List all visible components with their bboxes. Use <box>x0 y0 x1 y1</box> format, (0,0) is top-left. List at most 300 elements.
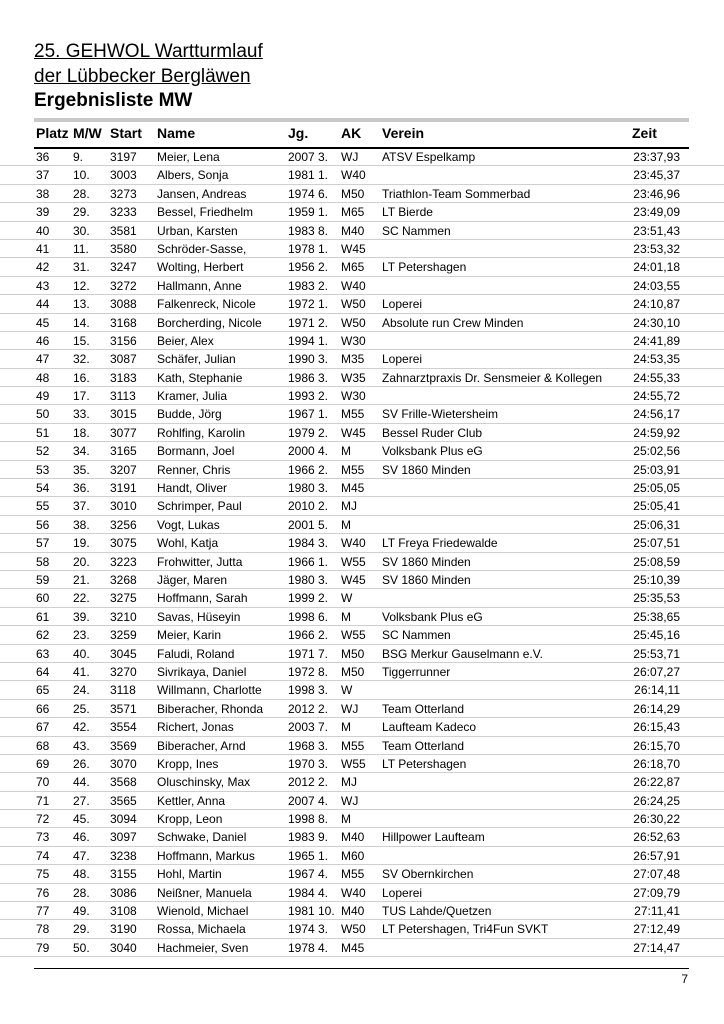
cell-start-number: 3569 <box>110 738 137 753</box>
cell-ak-rank: 8. <box>318 664 329 679</box>
cell-age-class: M40 <box>341 223 365 238</box>
table-row <box>0 553 724 571</box>
cell-platz: 52 <box>36 444 50 459</box>
cell-mw-rank: 38. <box>73 517 90 532</box>
cell-platz: 40 <box>36 223 50 238</box>
cell-birth-year: 1983 <box>288 278 315 293</box>
cell-ak-rank: 3. <box>318 683 329 698</box>
cell-ak-rank: 7. <box>318 720 329 735</box>
cell-club: Hillpower Laufteam <box>382 830 485 845</box>
cell-name: Sivrikaya, Daniel <box>157 664 247 679</box>
table-row <box>0 939 724 957</box>
cell-start-number: 3247 <box>110 260 137 275</box>
table-row <box>0 166 724 184</box>
table-row <box>0 902 724 920</box>
cell-platz: 49 <box>36 389 50 404</box>
cell-platz: 56 <box>36 517 50 532</box>
cell-time: 27:07,48 <box>633 867 680 882</box>
cell-age-class: W45 <box>341 241 366 256</box>
cell-birth-year: 2003 <box>288 720 315 735</box>
cell-time: 26:30,22 <box>633 812 680 827</box>
cell-mw-rank: 18. <box>73 425 90 440</box>
table-header <box>0 125 724 145</box>
cell-platz: 39 <box>36 205 50 220</box>
cell-start-number: 3268 <box>110 572 137 587</box>
cell-time: 23:53,32 <box>633 241 680 256</box>
cell-platz: 47 <box>36 352 50 367</box>
table-row <box>0 387 724 405</box>
cell-mw-rank: 28. <box>73 186 90 201</box>
cell-time: 24:59,92 <box>633 425 680 440</box>
cell-time: 26:14,11 <box>634 683 680 698</box>
cell-ak-rank: 2. <box>318 389 329 404</box>
cell-ak-rank: 2. <box>318 775 329 790</box>
cell-birth-year: 1998 <box>288 683 315 698</box>
cell-name: Hoffmann, Markus <box>157 848 255 863</box>
cell-birth-year: 2000 <box>288 444 315 459</box>
cell-mw-rank: 31. <box>73 260 90 275</box>
table-row <box>0 405 724 423</box>
cell-time: 26:22,87 <box>633 775 680 790</box>
cell-club: Laufteam Kadeco <box>382 720 477 735</box>
table-row <box>0 663 724 681</box>
cell-age-class: W50 <box>341 922 366 937</box>
cell-age-class: WJ <box>341 150 359 164</box>
cell-start-number: 3156 <box>110 333 137 348</box>
cell-start-number: 3040 <box>110 940 137 955</box>
cell-birth-year: 1998 <box>288 812 315 827</box>
cell-name: Bessel, Friedhelm <box>157 205 254 220</box>
cell-name: Meier, Lena <box>157 150 220 164</box>
cell-start-number: 3087 <box>110 352 137 367</box>
cell-age-class: M50 <box>341 664 365 679</box>
cell-mw-rank: 27. <box>73 793 90 808</box>
cell-club: Loperei <box>382 885 423 900</box>
cell-club: TUS Lahde/Quetzen <box>382 904 492 919</box>
cell-time: 24:01,18 <box>633 260 680 275</box>
cell-start-number: 3210 <box>110 609 137 624</box>
col-header-mw: M/W <box>73 125 102 141</box>
cell-platz: 64 <box>36 664 50 679</box>
table-row <box>0 718 724 736</box>
cell-time: 25:05,41 <box>633 499 680 514</box>
cell-age-class: W45 <box>341 425 366 440</box>
cell-time: 26:07,27 <box>633 664 680 679</box>
cell-mw-rank: 9. <box>73 150 84 164</box>
cell-club: LT Petershagen, Tri4Fun SVKT <box>382 922 549 937</box>
cell-mw-rank: 43. <box>73 738 90 753</box>
cell-name: Wienold, Michael <box>157 904 249 919</box>
col-header-jg: Jg. <box>288 125 309 141</box>
cell-name: Hohl, Martin <box>157 867 222 882</box>
cell-name: Schwake, Daniel <box>157 830 247 845</box>
cell-time: 24:55,72 <box>633 389 680 404</box>
cell-platz: 66 <box>36 701 50 716</box>
cell-start-number: 3272 <box>110 278 137 293</box>
cell-club: SV 1860 Minden <box>382 462 471 477</box>
cell-club: Bessel Ruder Club <box>382 425 483 440</box>
cell-time: 25:53,71 <box>633 646 680 661</box>
cell-start-number: 3070 <box>110 756 137 771</box>
table-row <box>0 700 724 718</box>
cell-start-number: 3088 <box>110 297 137 312</box>
table-row <box>0 755 724 773</box>
cell-time: 24:55,33 <box>633 370 680 385</box>
table-row <box>0 828 724 846</box>
cell-mw-rank: 17. <box>73 389 90 404</box>
cell-start-number: 3183 <box>110 370 137 385</box>
cell-time: 27:14,47 <box>633 940 680 955</box>
cell-name: Oluschinsky, Max <box>157 775 251 790</box>
cell-ak-rank: 5. <box>318 517 329 532</box>
cell-platz: 42 <box>36 260 50 275</box>
cell-time: 25:05,05 <box>633 481 680 496</box>
cell-ak-rank: 3. <box>318 352 329 367</box>
cell-name: Borcherding, Nicole <box>157 315 262 330</box>
cell-platz: 61 <box>36 609 50 624</box>
cell-name: Urban, Karsten <box>157 223 238 238</box>
cell-mw-rank: 48. <box>73 867 90 882</box>
cell-name: Jansen, Andreas <box>157 186 247 201</box>
cell-birth-year: 1965 <box>288 848 315 863</box>
cell-name: Kramer, Julia <box>157 389 228 404</box>
cell-start-number: 3207 <box>110 462 137 477</box>
cell-name: Falkenreck, Nicole <box>157 297 256 312</box>
cell-mw-rank: 42. <box>73 720 90 735</box>
table-row <box>0 461 724 479</box>
cell-club: ATSV Espelkamp <box>382 150 476 164</box>
cell-ak-rank: 1. <box>318 168 329 183</box>
cell-ak-rank: 3. <box>318 756 329 771</box>
cell-age-class: W40 <box>341 168 366 183</box>
cell-start-number: 3259 <box>110 628 137 643</box>
cell-age-class: M50 <box>341 186 365 201</box>
cell-mw-rank: 36. <box>73 481 90 496</box>
cell-platz: 48 <box>36 370 50 385</box>
cell-name: Albers, Sonja <box>157 168 229 183</box>
cell-name: Rohlfing, Karolin <box>157 425 246 440</box>
cell-age-class: W55 <box>341 756 366 771</box>
table-row <box>0 314 724 332</box>
table-row <box>0 608 724 626</box>
cell-name: Biberacher, Arnd <box>157 738 246 753</box>
list-title: Ergebnisliste MW <box>34 90 193 111</box>
cell-mw-rank: 14. <box>73 315 90 330</box>
cell-start-number: 3568 <box>110 775 137 790</box>
cell-age-class: M55 <box>341 462 365 477</box>
cell-mw-rank: 10. <box>73 168 90 183</box>
cell-club: Tiggerrunner <box>382 664 451 679</box>
cell-platz: 72 <box>36 812 50 827</box>
cell-ak-rank: 3. <box>318 536 329 551</box>
table-row <box>0 534 724 552</box>
cell-age-class: M45 <box>341 481 365 496</box>
col-header-ak: AK <box>341 125 362 141</box>
table-row <box>0 203 724 221</box>
cell-mw-rank: 46. <box>73 830 90 845</box>
cell-birth-year: 2007 <box>288 793 315 808</box>
cell-time: 23:45,37 <box>633 168 680 183</box>
col-header-platz: Platz <box>36 125 69 141</box>
cell-platz: 68 <box>36 738 50 753</box>
cell-mw-rank: 29. <box>73 922 90 937</box>
cell-platz: 76 <box>36 885 50 900</box>
cell-time: 27:09,79 <box>633 885 680 900</box>
cell-time: 26:15,43 <box>633 720 680 735</box>
cell-name: Wohl, Katja <box>157 536 219 551</box>
cell-platz: 73 <box>36 830 50 845</box>
cell-age-class: W30 <box>341 333 366 348</box>
col-header-start: Start <box>110 125 142 141</box>
cell-time: 25:07,51 <box>633 536 680 551</box>
cell-ak-rank: 4. <box>318 444 329 459</box>
cell-mw-rank: 16. <box>73 370 90 385</box>
cell-time: 26:52,63 <box>633 830 680 845</box>
cell-club: LT Freya Friedewalde <box>382 536 498 551</box>
cell-age-class: M60 <box>341 848 365 863</box>
cell-ak-rank: 2. <box>318 701 329 716</box>
cell-name: Faludi, Roland <box>157 646 235 661</box>
cell-mw-rank: 29. <box>73 205 90 220</box>
cell-name: Savas, Hüseyin <box>157 609 241 624</box>
cell-age-class: W40 <box>341 885 366 900</box>
cell-ak-rank: 2. <box>318 425 329 440</box>
table-row <box>0 773 724 791</box>
cell-start-number: 3108 <box>110 904 137 919</box>
page-number: 7 <box>681 972 688 986</box>
table-row <box>0 350 724 368</box>
cell-ak-rank: 1. <box>318 407 329 422</box>
cell-birth-year: 1981 <box>288 168 315 183</box>
table-row <box>0 645 724 663</box>
cell-birth-year: 1966 <box>288 628 315 643</box>
cell-platz: 54 <box>36 481 50 496</box>
cell-platz: 58 <box>36 554 50 569</box>
cell-age-class: M40 <box>341 830 365 845</box>
cell-start-number: 3118 <box>110 683 136 698</box>
cell-start-number: 3045 <box>110 646 137 661</box>
table-row <box>0 424 724 442</box>
cell-birth-year: 1978 <box>288 940 315 955</box>
cell-birth-year: 1984 <box>288 885 315 900</box>
cell-birth-year: 1980 <box>288 572 315 587</box>
cell-name: Bormann, Joel <box>157 444 235 459</box>
cell-start-number: 3275 <box>110 591 137 606</box>
cell-platz: 78 <box>36 922 50 937</box>
cell-name: Meier, Karin <box>157 628 222 643</box>
cell-ak-rank: 4. <box>318 867 329 882</box>
cell-mw-rank: 23. <box>73 628 90 643</box>
cell-club: LT Petershagen <box>382 756 467 771</box>
cell-age-class: W35 <box>341 370 366 385</box>
cell-name: Schröder-Sasse, <box>157 241 247 256</box>
cell-birth-year: 1999 <box>288 591 315 606</box>
cell-platz: 67 <box>36 720 50 735</box>
cell-ak-rank: 3. <box>318 922 329 937</box>
cell-club: Volksbank Plus eG <box>382 444 483 459</box>
cell-age-class: M65 <box>341 260 365 275</box>
cell-birth-year: 1998 <box>288 609 315 624</box>
cell-club: LT Petershagen <box>382 260 467 275</box>
cell-birth-year: 1959 <box>288 205 315 220</box>
cell-age-class: W <box>341 591 353 606</box>
cell-name: Neißner, Manuela <box>157 885 252 900</box>
cell-club: Loperei <box>382 297 423 312</box>
cell-start-number: 3075 <box>110 536 137 551</box>
cell-ak-rank: 3. <box>318 481 329 496</box>
cell-birth-year: 1981 <box>288 904 315 919</box>
cell-platz: 77 <box>36 904 50 919</box>
cell-mw-rank: 24. <box>73 683 90 698</box>
cell-platz: 53 <box>36 462 50 477</box>
cell-start-number: 3094 <box>110 812 137 827</box>
cell-birth-year: 1979 <box>288 425 315 440</box>
cell-time: 26:18,70 <box>633 756 680 771</box>
cell-start-number: 3015 <box>110 407 137 422</box>
cell-ak-rank: 9. <box>318 830 329 845</box>
cell-ak-rank: 2. <box>318 628 329 643</box>
table-row <box>0 626 724 644</box>
cell-ak-rank: 2. <box>318 278 329 293</box>
cell-club: SC Nammen <box>382 628 451 643</box>
cell-mw-rank: 19. <box>73 536 90 551</box>
cell-club: SV 1860 Minden <box>382 572 471 587</box>
cell-platz: 36 <box>36 150 50 164</box>
cell-platz: 50 <box>36 407 50 422</box>
cell-birth-year: 2010 <box>288 499 315 514</box>
cell-platz: 63 <box>36 646 50 661</box>
cell-mw-rank: 47. <box>73 848 90 863</box>
cell-time: 25:38,65 <box>633 609 680 624</box>
cell-start-number: 3113 <box>110 389 136 404</box>
cell-mw-rank: 13. <box>73 297 90 312</box>
cell-age-class: W30 <box>341 389 366 404</box>
cell-age-class: W50 <box>341 315 366 330</box>
cell-time: 25:06,31 <box>633 517 680 532</box>
cell-age-class: M45 <box>341 940 365 955</box>
cell-platz: 44 <box>36 297 50 312</box>
cell-platz: 71 <box>36 793 50 808</box>
cell-mw-rank: 40. <box>73 646 90 661</box>
cell-platz: 37 <box>36 168 50 183</box>
cell-birth-year: 2007 <box>288 150 315 164</box>
cell-ak-rank: 4. <box>318 940 329 955</box>
cell-birth-year: 2001 <box>288 517 315 532</box>
cell-platz: 38 <box>36 186 50 201</box>
cell-ak-rank: 1. <box>318 333 329 348</box>
cell-start-number: 3233 <box>110 205 137 220</box>
cell-club: Volksbank Plus eG <box>382 609 483 624</box>
cell-name: Biberacher, Rhonda <box>157 701 264 716</box>
cell-age-class: W40 <box>341 278 366 293</box>
col-header-name: Name <box>157 125 196 141</box>
cell-mw-rank: 12. <box>73 278 90 293</box>
cell-time: 24:41,89 <box>633 333 680 348</box>
cell-time: 25:45,16 <box>633 628 680 643</box>
cell-ak-rank: 4. <box>318 885 329 900</box>
cell-ak-rank: 7. <box>318 646 329 661</box>
cell-time: 25:03,91 <box>633 462 680 477</box>
cell-birth-year: 1990 <box>288 352 315 367</box>
cell-time: 26:14,29 <box>633 701 680 716</box>
table-row <box>0 920 724 938</box>
table-row <box>0 792 724 810</box>
cell-birth-year: 1971 <box>288 646 315 661</box>
cell-ak-rank: 3. <box>318 572 329 587</box>
cell-birth-year: 1994 <box>288 333 315 348</box>
cell-birth-year: 1966 <box>288 554 315 569</box>
cell-time: 24:30,10 <box>633 315 680 330</box>
col-header-verein: Verein <box>382 125 425 141</box>
table-row <box>0 277 724 295</box>
cell-birth-year: 1986 <box>288 370 315 385</box>
cell-ak-rank: 1. <box>318 554 329 569</box>
cell-club: LT Bierde <box>382 205 433 220</box>
table-row <box>0 884 724 902</box>
cell-ak-rank: 8. <box>318 223 329 238</box>
cell-age-class: W45 <box>341 572 366 587</box>
cell-age-class: WJ <box>341 701 359 716</box>
cell-name: Hoffmann, Sarah <box>157 591 248 606</box>
table-row <box>0 148 724 166</box>
cell-name: Kropp, Ines <box>157 756 219 771</box>
cell-ak-rank: 2. <box>318 591 329 606</box>
cell-name: Rossa, Michaela <box>157 922 246 937</box>
cell-platz: 70 <box>36 775 50 790</box>
cell-start-number: 3580 <box>110 241 137 256</box>
cell-mw-rank: 37. <box>73 499 90 514</box>
cell-platz: 43 <box>36 278 50 293</box>
cell-age-class: M <box>341 444 351 459</box>
table-row <box>0 332 724 350</box>
cell-time: 26:15,70 <box>633 738 680 753</box>
cell-age-class: M40 <box>341 904 365 919</box>
cell-platz: 55 <box>36 499 50 514</box>
cell-birth-year: 1967 <box>288 407 315 422</box>
table-row <box>0 442 724 460</box>
cell-name: Beier, Alex <box>157 333 214 348</box>
cell-platz: 41 <box>36 241 50 256</box>
table-row <box>0 589 724 607</box>
table-row <box>0 369 724 387</box>
cell-ak-rank: 1. <box>318 297 329 312</box>
cell-ak-rank: 6. <box>318 609 329 624</box>
cell-time: 27:12,49 <box>633 922 680 937</box>
cell-club: Team Otterland <box>382 701 465 716</box>
cell-start-number: 3165 <box>110 444 137 459</box>
table-row <box>0 497 724 515</box>
cell-start-number: 3010 <box>110 499 137 514</box>
cell-start-number: 3197 <box>110 150 137 164</box>
cell-start-number: 3565 <box>110 793 137 808</box>
cell-start-number: 3270 <box>110 664 137 679</box>
cell-birth-year: 1974 <box>288 186 315 201</box>
cell-name: Schäfer, Julian <box>157 352 236 367</box>
cell-name: Richert, Jonas <box>157 720 234 735</box>
cell-age-class: M50 <box>341 646 365 661</box>
cell-mw-rank: 44. <box>73 775 90 790</box>
cell-start-number: 3581 <box>110 223 137 238</box>
cell-platz: 59 <box>36 572 50 587</box>
cell-mw-rank: 41. <box>73 664 90 679</box>
cell-club: Triathlon-Team Sommerbad <box>382 186 531 201</box>
cell-time: 25:35,53 <box>633 591 680 606</box>
cell-platz: 51 <box>36 425 50 440</box>
cell-mw-rank: 49. <box>73 904 90 919</box>
cell-time: 24:53,35 <box>633 352 680 367</box>
cell-club: SV 1860 Minden <box>382 554 471 569</box>
cell-birth-year: 1968 <box>288 738 315 753</box>
